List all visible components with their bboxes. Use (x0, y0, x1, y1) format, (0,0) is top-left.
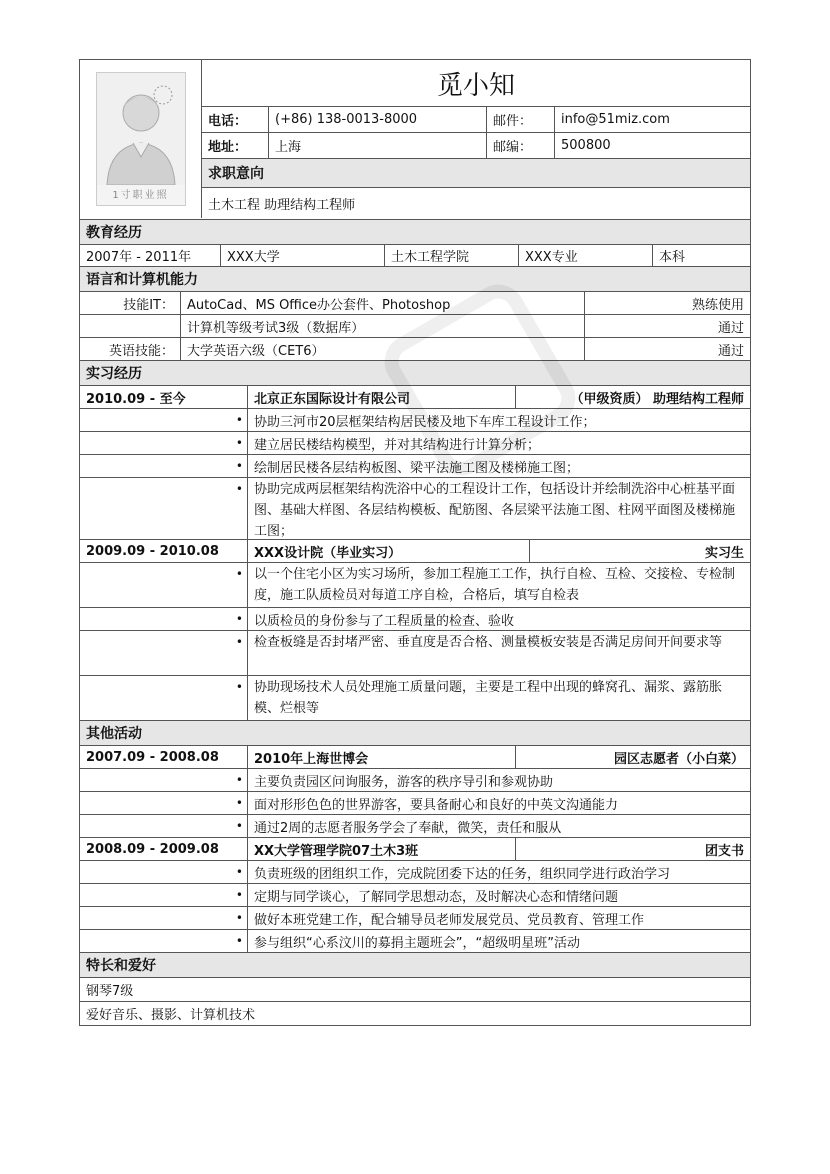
activity-header (79, 838, 751, 861)
skill-desc: 计算机等级考试3级（数据库） (180, 315, 584, 337)
header-info (202, 60, 750, 219)
skill-level: 通过 (584, 315, 750, 337)
job-period: 2010.09 - 至今 (86, 391, 186, 407)
activity-header (79, 746, 751, 769)
hobbies-title: 特长和爱好 (79, 953, 751, 978)
skill-level: 熟练使用 (584, 292, 750, 314)
phone-value: (+86) 138-0013-8000 (268, 107, 486, 132)
activity-org: 2010年上海世博会 (247, 746, 515, 768)
skill-level: 通过 (584, 338, 750, 360)
education-degree: 本科 (652, 245, 750, 266)
skills-title: 语言和计算机能力 (79, 267, 751, 292)
bullet-icon: • (235, 612, 243, 626)
job-org: 北京正东国际设计有限公司 (247, 386, 515, 408)
hobby-text: 钢琴7级 (86, 984, 134, 999)
education-college: 土木工程学院 (384, 245, 518, 266)
job-bullet-text: 检查板缝是否封堵严密、垂直度是否合格、测量模板安装是否满足房间开间要求等 (247, 631, 750, 675)
job-role: （甲级资质） 助理结构工程师 (515, 386, 750, 408)
skill-desc: AutoCad、MS Office办公套件、Photoshop (180, 292, 584, 314)
contact-row-2 (202, 133, 750, 159)
activity-bullet-text: 做好本班党建工作，配合辅导员老师发展党员、党员教育、管理工作 (247, 907, 750, 929)
bullet-icon: • (235, 413, 243, 427)
skill-row (79, 315, 751, 338)
education-period: 2007年 - 2011年 (86, 250, 192, 265)
bullet-icon: • (235, 911, 243, 925)
activity-role: 园区志愿者（小白菜） (515, 746, 750, 768)
resume-header (79, 59, 751, 220)
address-label: 地址： (208, 140, 248, 155)
bullet-icon: • (235, 436, 243, 450)
photo-placeholder (96, 72, 186, 206)
job-header (79, 386, 751, 409)
activity-role: 团支书 (515, 838, 750, 860)
bullet-icon: • (235, 773, 243, 787)
activity-bullet-text: 通过2周的志愿者服务学会了奉献，微笑，责任和服从 (247, 815, 750, 837)
skill-row (79, 338, 751, 361)
job-bullet-row (79, 478, 751, 540)
skill-desc: 大学英语六级（CET6） (180, 338, 584, 360)
job-bullet-text: 协助三河市20层框架结构居民楼及地下车库工程设计工作； (247, 409, 750, 431)
hobby-row (79, 978, 751, 1002)
job-bullet-row (79, 455, 751, 478)
job-period: 2009.09 - 2010.08 (86, 543, 219, 559)
activities-title: 其他活动 (79, 721, 751, 746)
resume-sheet (79, 59, 751, 1026)
postcode-label: 邮编： (486, 133, 554, 158)
job-bullet-row (79, 563, 751, 608)
bullet-icon: • (235, 680, 243, 694)
job-bullet-text: 建立居民楼结构模型，并对其结构进行计算分析； (247, 432, 750, 454)
objective-text: 土木工程 助理结构工程师 (208, 198, 356, 213)
education-row (79, 245, 751, 267)
job-bullet-row (79, 676, 751, 721)
email-value: info@51miz.com (554, 107, 750, 132)
job-bullet-row (79, 432, 751, 455)
education-title: 教育经历 (79, 220, 751, 245)
postcode-value: 500800 (554, 133, 750, 158)
activity-period: 2008.09 - 2009.08 (86, 841, 219, 857)
phone-label: 电话： (208, 114, 248, 129)
skill-label: 技能IT： (123, 297, 174, 313)
bullet-icon: • (235, 865, 243, 879)
job-org: XXX设计院（毕业实习） (247, 540, 529, 562)
job-bullet-row (79, 409, 751, 432)
photo-cell (80, 60, 202, 218)
job-bullet-row (79, 631, 751, 676)
contact-row-1 (202, 107, 750, 133)
bullet-icon: • (235, 635, 243, 649)
activity-bullet-row (79, 930, 751, 953)
bullet-icon: • (235, 796, 243, 810)
hobby-row (79, 1002, 751, 1026)
job-role: 实习生 (529, 540, 750, 562)
bullet-icon: • (235, 819, 243, 833)
job-header (79, 540, 751, 563)
email-label: 邮件： (486, 107, 554, 132)
bullet-icon: • (235, 482, 243, 496)
bullet-icon: • (235, 888, 243, 902)
job-bullet-text: 以一个住宅小区为实习场所，参加工程施工工作，执行自检、互检、交接检、专检制度，施工队质检员对每道工序自检，合格后，填写自检表 (247, 563, 750, 607)
activity-bullet-text: 主要负责园区问询服务，游客的秩序导引和参观协助 (247, 769, 750, 791)
bullet-icon: • (235, 459, 243, 473)
internship-title: 实习经历 (79, 361, 751, 386)
job-bullet-text: 绘制居民楼各层结构板图、梁平法施工图及楼梯施工图； (247, 455, 750, 477)
bullet-icon: • (235, 934, 243, 948)
activity-bullet-text: 定期与同学谈心，了解同学思想动态，及时解决心态和情绪问题 (247, 884, 750, 906)
skill-row (79, 292, 751, 315)
education-major: XXX专业 (518, 245, 652, 266)
activity-bullet-text: 负责班级的团组织工作，完成院团委下达的任务，组织同学进行政治学习 (247, 861, 750, 883)
address-value: 上海 (268, 133, 486, 158)
job-bullet-text: 以质检员的身份参与了工程质量的检查、验收 (247, 608, 750, 630)
activity-bullet-row (79, 907, 751, 930)
activity-bullet-row (79, 861, 751, 884)
activity-bullet-row (79, 815, 751, 838)
activity-bullet-text: 参与组织“心系汶川的募捐主题班会”，“超级明星班”活动 (247, 930, 750, 952)
activity-bullet-text: 面对形形色色的世界游客，要具备耐心和良好的中英文沟通能力 (247, 792, 750, 814)
job-bullet-row (79, 608, 751, 631)
activity-bullet-row (79, 769, 751, 792)
activity-period: 2007.09 - 2008.08 (86, 749, 219, 765)
activity-org: XX大学管理学院07土木3班 (247, 838, 515, 860)
avatar-placeholder-icon (97, 73, 185, 185)
job-bullet-text: 协助完成两层框架结构洗浴中心的工程设计工作，包括设计并绘制洗浴中心桩基平面图、基础大样图、各层结构模板、配筋图、各层梁平法施工图、柱网平面图及楼梯施工图； (247, 478, 750, 539)
skill-label (80, 315, 180, 337)
education-school: XXX大学 (220, 245, 384, 266)
activity-bullet-row (79, 792, 751, 815)
hobby-text: 爱好音乐、摄影、计算机技术 (86, 1008, 256, 1023)
skill-label: 英语技能： (108, 343, 174, 359)
candidate-name: 觅小知 (202, 60, 750, 107)
activity-bullet-row (79, 884, 751, 907)
objective-title: 求职意向 (202, 159, 750, 188)
photo-caption: 1寸职业照 (112, 190, 169, 201)
bullet-icon: • (235, 567, 243, 581)
job-bullet-text: 协助现场技术人员处理施工质量问题，主要是工程中出现的蜂窝孔、漏浆、露筋胀模、烂根等 (247, 676, 750, 720)
